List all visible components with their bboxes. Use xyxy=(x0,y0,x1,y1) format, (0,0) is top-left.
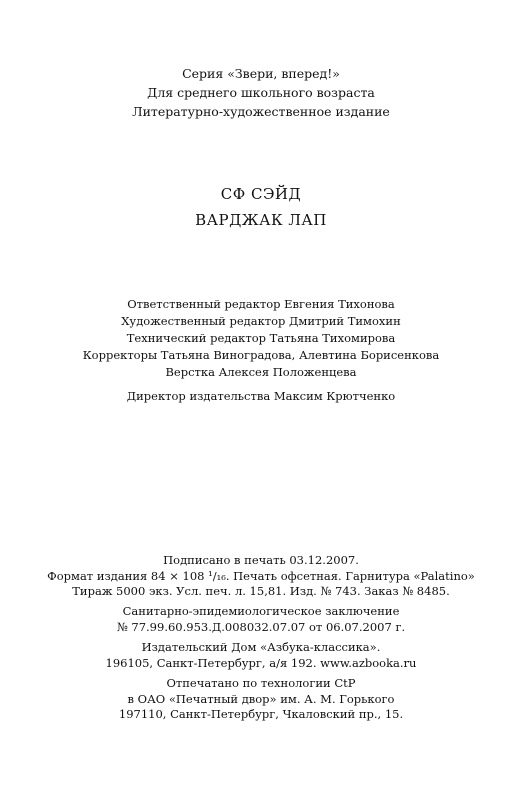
credit-line: Верстка Алексея Положенцева xyxy=(165,365,357,379)
imprint-line: 197110, Санкт-Петербург, Чкаловский пр., 15. xyxy=(118,707,404,721)
edition-type: Литературно-художественное издание xyxy=(132,104,390,119)
imprint-line: Отпечатано по технологии CtP xyxy=(166,676,356,690)
book-title: ВАРДЖАК ЛАП xyxy=(195,211,327,229)
publishing-director: Директор издательства Максим Крютченко xyxy=(126,389,396,403)
imprint-line: Тираж 5000 экз. Усл. печ. л. 15,81. Изд. № 743. Заказ № 8485. xyxy=(72,584,450,598)
series-info xyxy=(0,64,522,121)
print-details xyxy=(0,553,522,600)
imprint-line: 196105, Санкт-Петербург, а/я 192. www.azbooka.ru xyxy=(105,655,417,670)
imprint-line: в ОАО «Печатный двор» им. А. М. Горького xyxy=(127,691,395,706)
sanitary-certificate xyxy=(0,604,522,635)
imprint-line: Санитарно-эпидемиологическое заключение xyxy=(122,604,400,618)
credit-line: Художественный редактор Дмитрий Тимохин xyxy=(121,314,401,328)
credit-line: Корректоры Татьяна Виноградова, Алевтина Борисенкова xyxy=(82,348,440,362)
age-group: Для среднего школьного возраста xyxy=(147,85,375,100)
imprint-line: № 77.99.60.953.Д.008032.07.07 от 06.07.2007 г. xyxy=(116,619,406,634)
credit-line: Ответственный редактор Евгения Тихонова xyxy=(127,297,395,311)
imprint-line: Издательский Дом «Азбука-классика». xyxy=(141,640,381,654)
publisher-info xyxy=(0,640,522,671)
printer-info xyxy=(0,676,522,723)
imprint-line: Подписано в печать 03.12.2007. xyxy=(163,553,359,567)
credit-line: Технический редактор Татьяна Тихомирова xyxy=(126,331,396,345)
series-name: Серия «Звери, вперед!» xyxy=(182,66,340,81)
editorial-credits xyxy=(0,296,522,381)
book-author: СФ СЭЙД xyxy=(220,185,302,203)
imprint-line: Формат издания 84 × 108 ¹/₁₆. Печать офсетная. Гарнитура «Palatino» xyxy=(47,568,475,583)
